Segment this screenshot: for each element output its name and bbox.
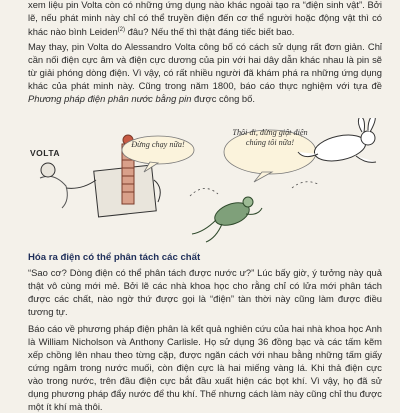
paragraph-volta-end: được công bố. <box>191 93 255 104</box>
paragraph-electrolysis-report: Báo cáo về phương pháp điện phân là kết quả nghiên cứu của hai nhà khoa học Anh là William Nicholson và Anthony Carlisle. Họ sử dụng 36 đồng bạc và các tấm kẽm xếp chồng lên nhau theo từng cặp, được ngăn cách với nhau bằng những tấm giấy cứng ngâm trong nước muối, còn điện cực là hai miếng vàng lá. Khi thả điện cực vào trong nước, trên đầu điện cực bắt đầu xuất hiện các bọt khí. Vì vậy, họ đã sử dụng phương pháp đẩy nước để thu khí. Thế nhưng cách làm này cũng chỉ thu được một ít khí mà thôi. <box>28 323 382 412</box>
paragraph-electrolysis-idea: “Sao cơ? Dòng điện có thể phân tách được nước ư?” Lúc bấy giờ, ý tưởng này quả thật vô cùng mới mẻ. Bởi lẽ các nhà khoa học cho rằng chỉ có lửa mới phân tách được các chất, nào ngờ thứ được gọi là “điện” tàn thời này cũng làm được điều tương tự. <box>28 267 382 317</box>
paragraph-intro-text: xem liệu pin Volta còn có những ứng dụng nào khác ngoài tạo ra “điện sinh vật”. Bởi lẽ, nếu phát minh này chỉ có thể truyền điện đến cơ thể người hoặc động vật thì có khác nào bình Leiden <box>28 0 382 38</box>
frog-drawing <box>192 197 262 242</box>
paragraph-volta-text: May thay, pin Volta do Alessandro Volta công bố có cách sử dụng rất đơn giản. Chỉ cần nối điện cực âm và điện cực dương của pin với hai dây dẫn khác nhau là pin sẽ từ giải phóng dòng điện. Vì vậy, có rất nhiều người đã khám phá ra những ứng dụng khác của phát minh này. Cũng trong năm 1800, báo cáo thực nghiệm với tựa đề <box>28 41 382 91</box>
motion-lines <box>190 182 318 196</box>
footnote-marker: (2) <box>117 27 126 33</box>
section-heading: Hóa ra điện có thể phân tách các chất <box>28 252 201 263</box>
paragraph-volta-battery <box>28 40 382 105</box>
frog-speech-text: Đừng chạy nữa! <box>131 140 185 149</box>
paragraph-intro-end: đâu? Nếu thế thì thật đáng tiếc biết bao. <box>125 26 295 38</box>
paragraph-intro <box>28 0 382 38</box>
rabbit-speech-text: Thôi đi, đừng giật điện chúng tôi nữa! <box>232 128 308 147</box>
volta-label: VOLTA <box>30 148 61 158</box>
report-title: Phương pháp điện phân nước bằng pin <box>28 93 192 104</box>
illustration <box>0 118 400 250</box>
